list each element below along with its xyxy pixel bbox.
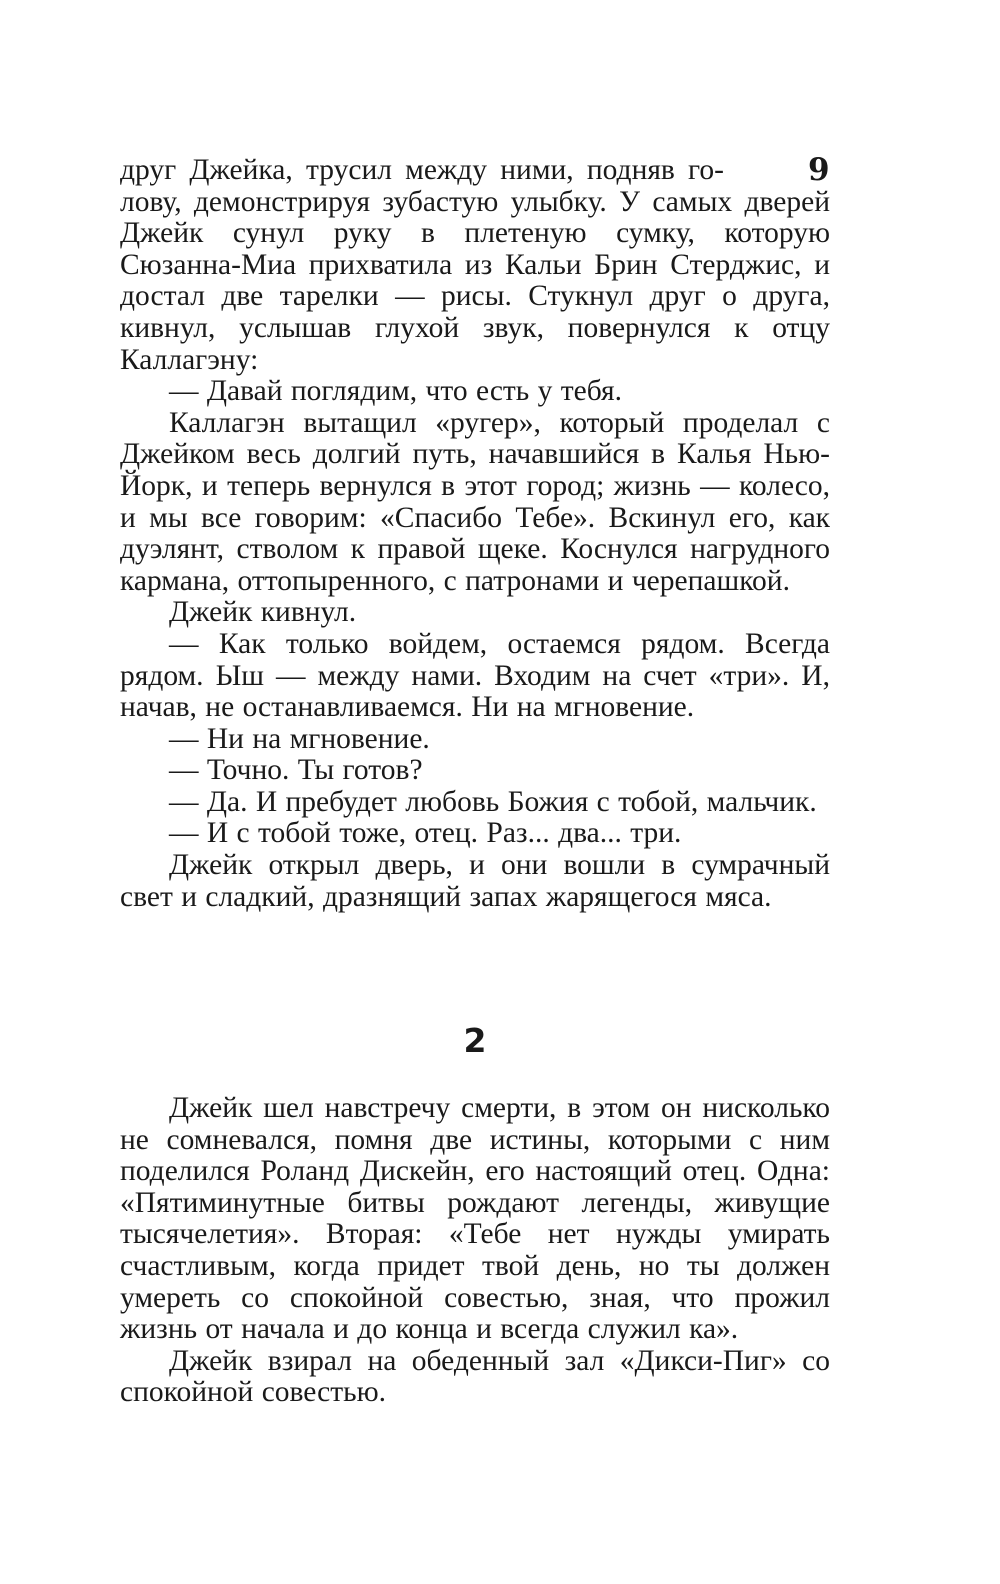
paragraph: Джейк кивнул.: [169, 596, 357, 629]
paragraph: Джейк взирал на обеденный зал «Дикси-Пиг» со спокойной совестью.: [120, 1344, 830, 1409]
paragraph: — Точно. Ты готов?: [169, 754, 423, 787]
paragraph: — Ни на мгновение.: [169, 722, 430, 755]
paragraph: — И с тобой тоже, отец. Раз... два... три.: [169, 817, 682, 850]
chapter-heading: 2: [463, 1021, 487, 1060]
paragraph: — Как только войдем, остаемся рядом. Всегда рядом. Ыш — между нами. Входим на счет «три». И, начав, не останавливаемся. Ни на мгновение.: [120, 627, 830, 724]
paragraph: Джейк шел навстречу смерти, в этом он нисколько не сомневался, помня две истины, которыми с ним поделился Роланд Дискейн, его настоящий отец. Одна: «Пятиминутные битвы рождают легенды, живущие тысячелетия». Вторая: «Тебе нет нужды умирать счастливым, когда придет твой день, но ты должен умереть со спокойной совестью, зная, что прожил жизнь от начала и до конца и всегда служил ка».: [120, 1092, 830, 1346]
paragraph: Каллагэн вытащил «ругер», который проделал с Джейком весь долгий путь, начавшийся в Калья Нью-Йорк, и теперь вернулся в этот город; жизнь — колесо, и мы все говорим: «Спасибо Тебе». Вскинул его, как дуэлянт, стволом к правой щеке. Коснулся нагрудного кармана, оттопыренного, с патронами и черепашкой.: [120, 406, 830, 597]
paragraph-first-line: друг Джейка, трусил между ними, подняв го-: [120, 154, 724, 186]
text-section-2: [120, 1093, 830, 1409]
paragraph-continuation: лову, демонстрируя зубастую улыбку. У самых дверей Джейк сунул руку в плетеную сумку, которую Сюзанна-Миа прихватила из Кальи Брин Стерджис, и достал две тарелки — рисы. Стукнул друг о друга, кивнул, услышав глухой звук, повернулся к отцу Каллагэну:: [120, 185, 830, 376]
paragraph: — Да. И пребудет любовь Божия с тобой, мальчик.: [169, 785, 817, 818]
paragraph: Джейк открыл дверь, и они вошли в сумрачный свет и сладкий, дразнящий запах жарящегося мяса.: [120, 849, 830, 913]
paragraph: — Давай поглядим, что есть у тебя.: [169, 375, 622, 408]
paragraph: [120, 155, 830, 376]
page-number: 9: [808, 152, 830, 188]
text-section-1: [120, 155, 830, 913]
